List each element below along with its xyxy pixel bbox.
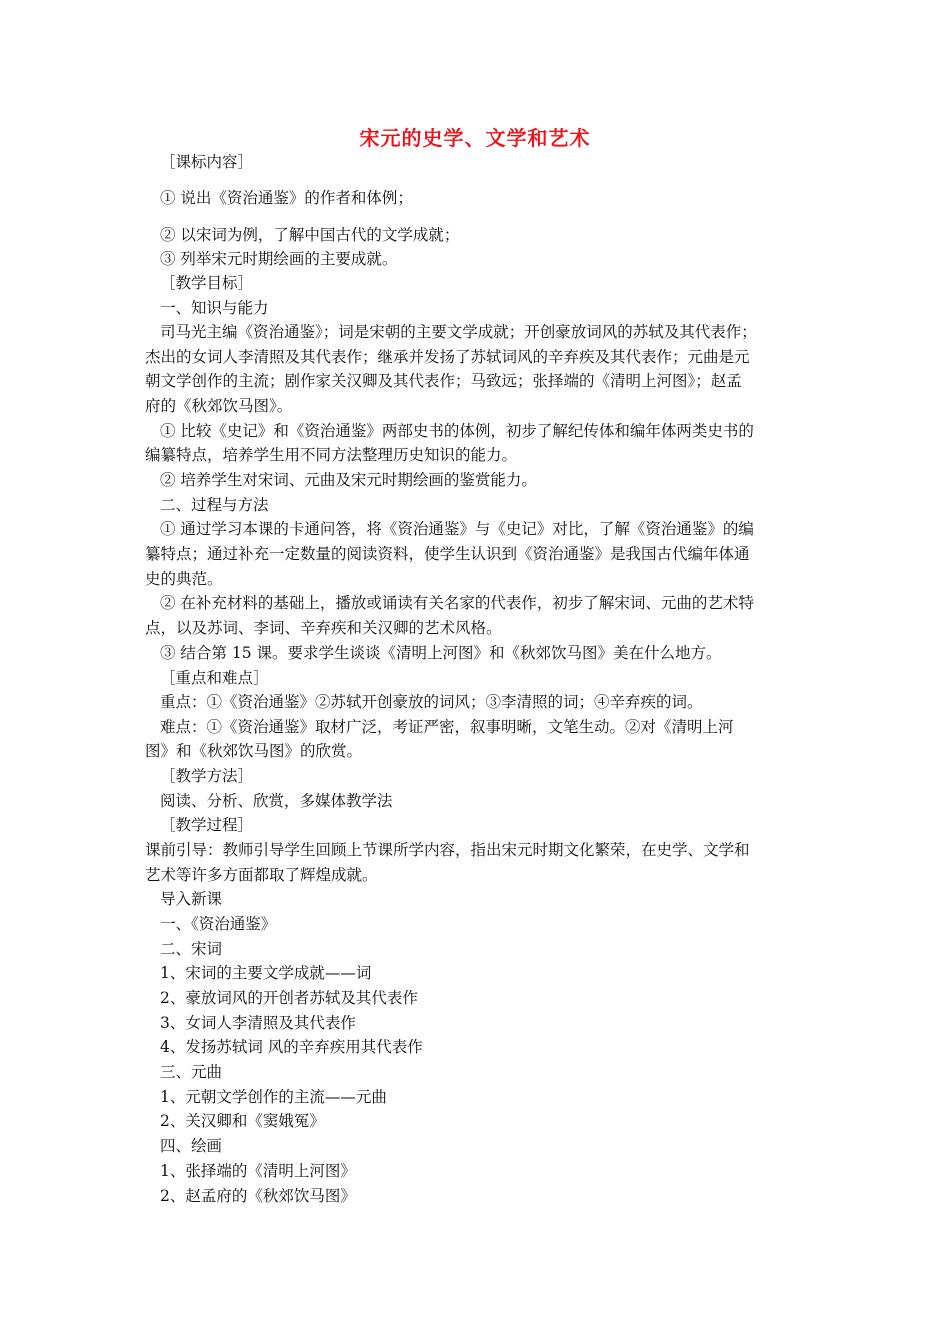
paragraph-line: 重点：①《资治通鉴》②苏轼开创豪放的词风；③李清照的词；④辛弃疾的词。: [160, 693, 703, 711]
outline-item: 一、《资治通鉴》: [160, 915, 277, 933]
paragraph-line: ② 在补充材料的基础上，播放或诵读有关名家的代表作，初步了解宋词、元曲的艺术特: [160, 594, 754, 612]
outline-item: 1、元朝文学创作的主流——元曲: [160, 1088, 387, 1106]
paragraph-line: 难点：①《资治通鉴》取材广泛，考证严密，叙事明晰，文笔生动。②对《清明上河: [160, 718, 734, 736]
section-heading: ［重点和难点］: [160, 669, 269, 687]
outline-item: 2、豪放词风的开创者苏轼及其代表作: [160, 989, 418, 1007]
page-title: 宋元的史学、文学和艺术: [359, 126, 591, 150]
outline-item: 三、元曲: [160, 1063, 223, 1081]
paragraph-line: ② 培养学生对宋词、元曲及宋元时期绘画的鉴赏能力。: [160, 471, 537, 489]
section-heading: ［教学过程］: [160, 816, 254, 834]
section-heading: ［教学方法］: [160, 767, 254, 785]
section-heading: ［教学目标］: [160, 274, 254, 292]
outline-item: 2、关汉卿和《窦娥冤》: [160, 1112, 325, 1130]
outline-item: 1、宋词的主要文学成就——词: [160, 964, 372, 982]
paragraph-line: ① 通过学习本课的卡通问答，将《资治通鉴》与《史记》对比，了解《资治通鉴》的编: [160, 520, 754, 538]
paragraph-line: 编纂特点，培养学生用不同方法整理历史知识的能力。: [145, 446, 518, 464]
paragraph-line: 艺术等许多方面都取了辉煌成就。: [145, 866, 378, 884]
paragraph-line: 杰出的女词人李清照及其代表作；继承并发扬了苏轼词风的辛弃疾及其代表作；元曲是元: [145, 348, 750, 366]
subsection-heading: 一、知识与能力: [160, 299, 269, 317]
outline-item: 二、宋词: [160, 940, 223, 958]
paragraph-line: 朝文学创作的主流；剧作家关汉卿及其代表作；马致远；张择端的《清明上河图》；赵孟: [145, 372, 742, 390]
paragraph-line: 史的典范。: [145, 570, 223, 588]
outline-item: 1、张择端的《清明上河图》: [160, 1162, 356, 1180]
paragraph-line: ② 以宋词为例，了解中国古代的文学成就；: [160, 226, 460, 244]
paragraph-line: 阅读、分析、欣赏，多媒体教学法: [160, 792, 393, 810]
outline-item: 3、女词人李清照及其代表作: [160, 1014, 356, 1032]
paragraph-line: 纂特点；通过补充一定数量的阅读资料，使学生认识到《资治通鉴》是我国古代编年体通: [145, 545, 750, 563]
outline-item: 4、发扬苏轼词 风的辛弃疾用其代表作: [160, 1038, 423, 1056]
section-heading: ［课标内容］: [160, 153, 254, 171]
outline-item: 四、绘画: [160, 1137, 223, 1155]
paragraph-line: 点，以及苏词、李词、辛弃疾和关汉卿的艺术风格。: [145, 619, 502, 637]
outline-item: 2、赵孟府的《秋郊饮马图》: [160, 1187, 356, 1205]
paragraph-line: 导入新课: [160, 890, 223, 908]
paragraph-line: ① 说出《资治通鉴》的作者和体例；: [160, 189, 413, 207]
paragraph-line: ③ 列举宋元时期绘画的主要成就。: [160, 250, 398, 268]
paragraph-line: ① 比较《史记》和《资治通鉴》两部史书的体例，初步了解纪传体和编年体两类史书的: [160, 422, 754, 440]
paragraph-line: 司马光主编《资治通鉴》；词是宋朝的主要文学成就；开创豪放词风的苏轼及其代表作；: [160, 323, 757, 341]
paragraph-line: 图》和《秋郊饮马图》的欣赏。: [145, 742, 363, 760]
paragraph-line: 课前引导：教师引导学生回顾上节课所学内容，指出宋元时期文化繁荣，在史学、文学和: [145, 841, 750, 859]
paragraph-line: ③ 结合第 15 课。要求学生谈谈《清明上河图》和《秋郊饮马图》美在什么地方。: [160, 644, 722, 662]
subsection-heading: 二、过程与方法: [160, 496, 269, 514]
paragraph-line: 府的《秋郊饮马图》。: [145, 397, 293, 415]
